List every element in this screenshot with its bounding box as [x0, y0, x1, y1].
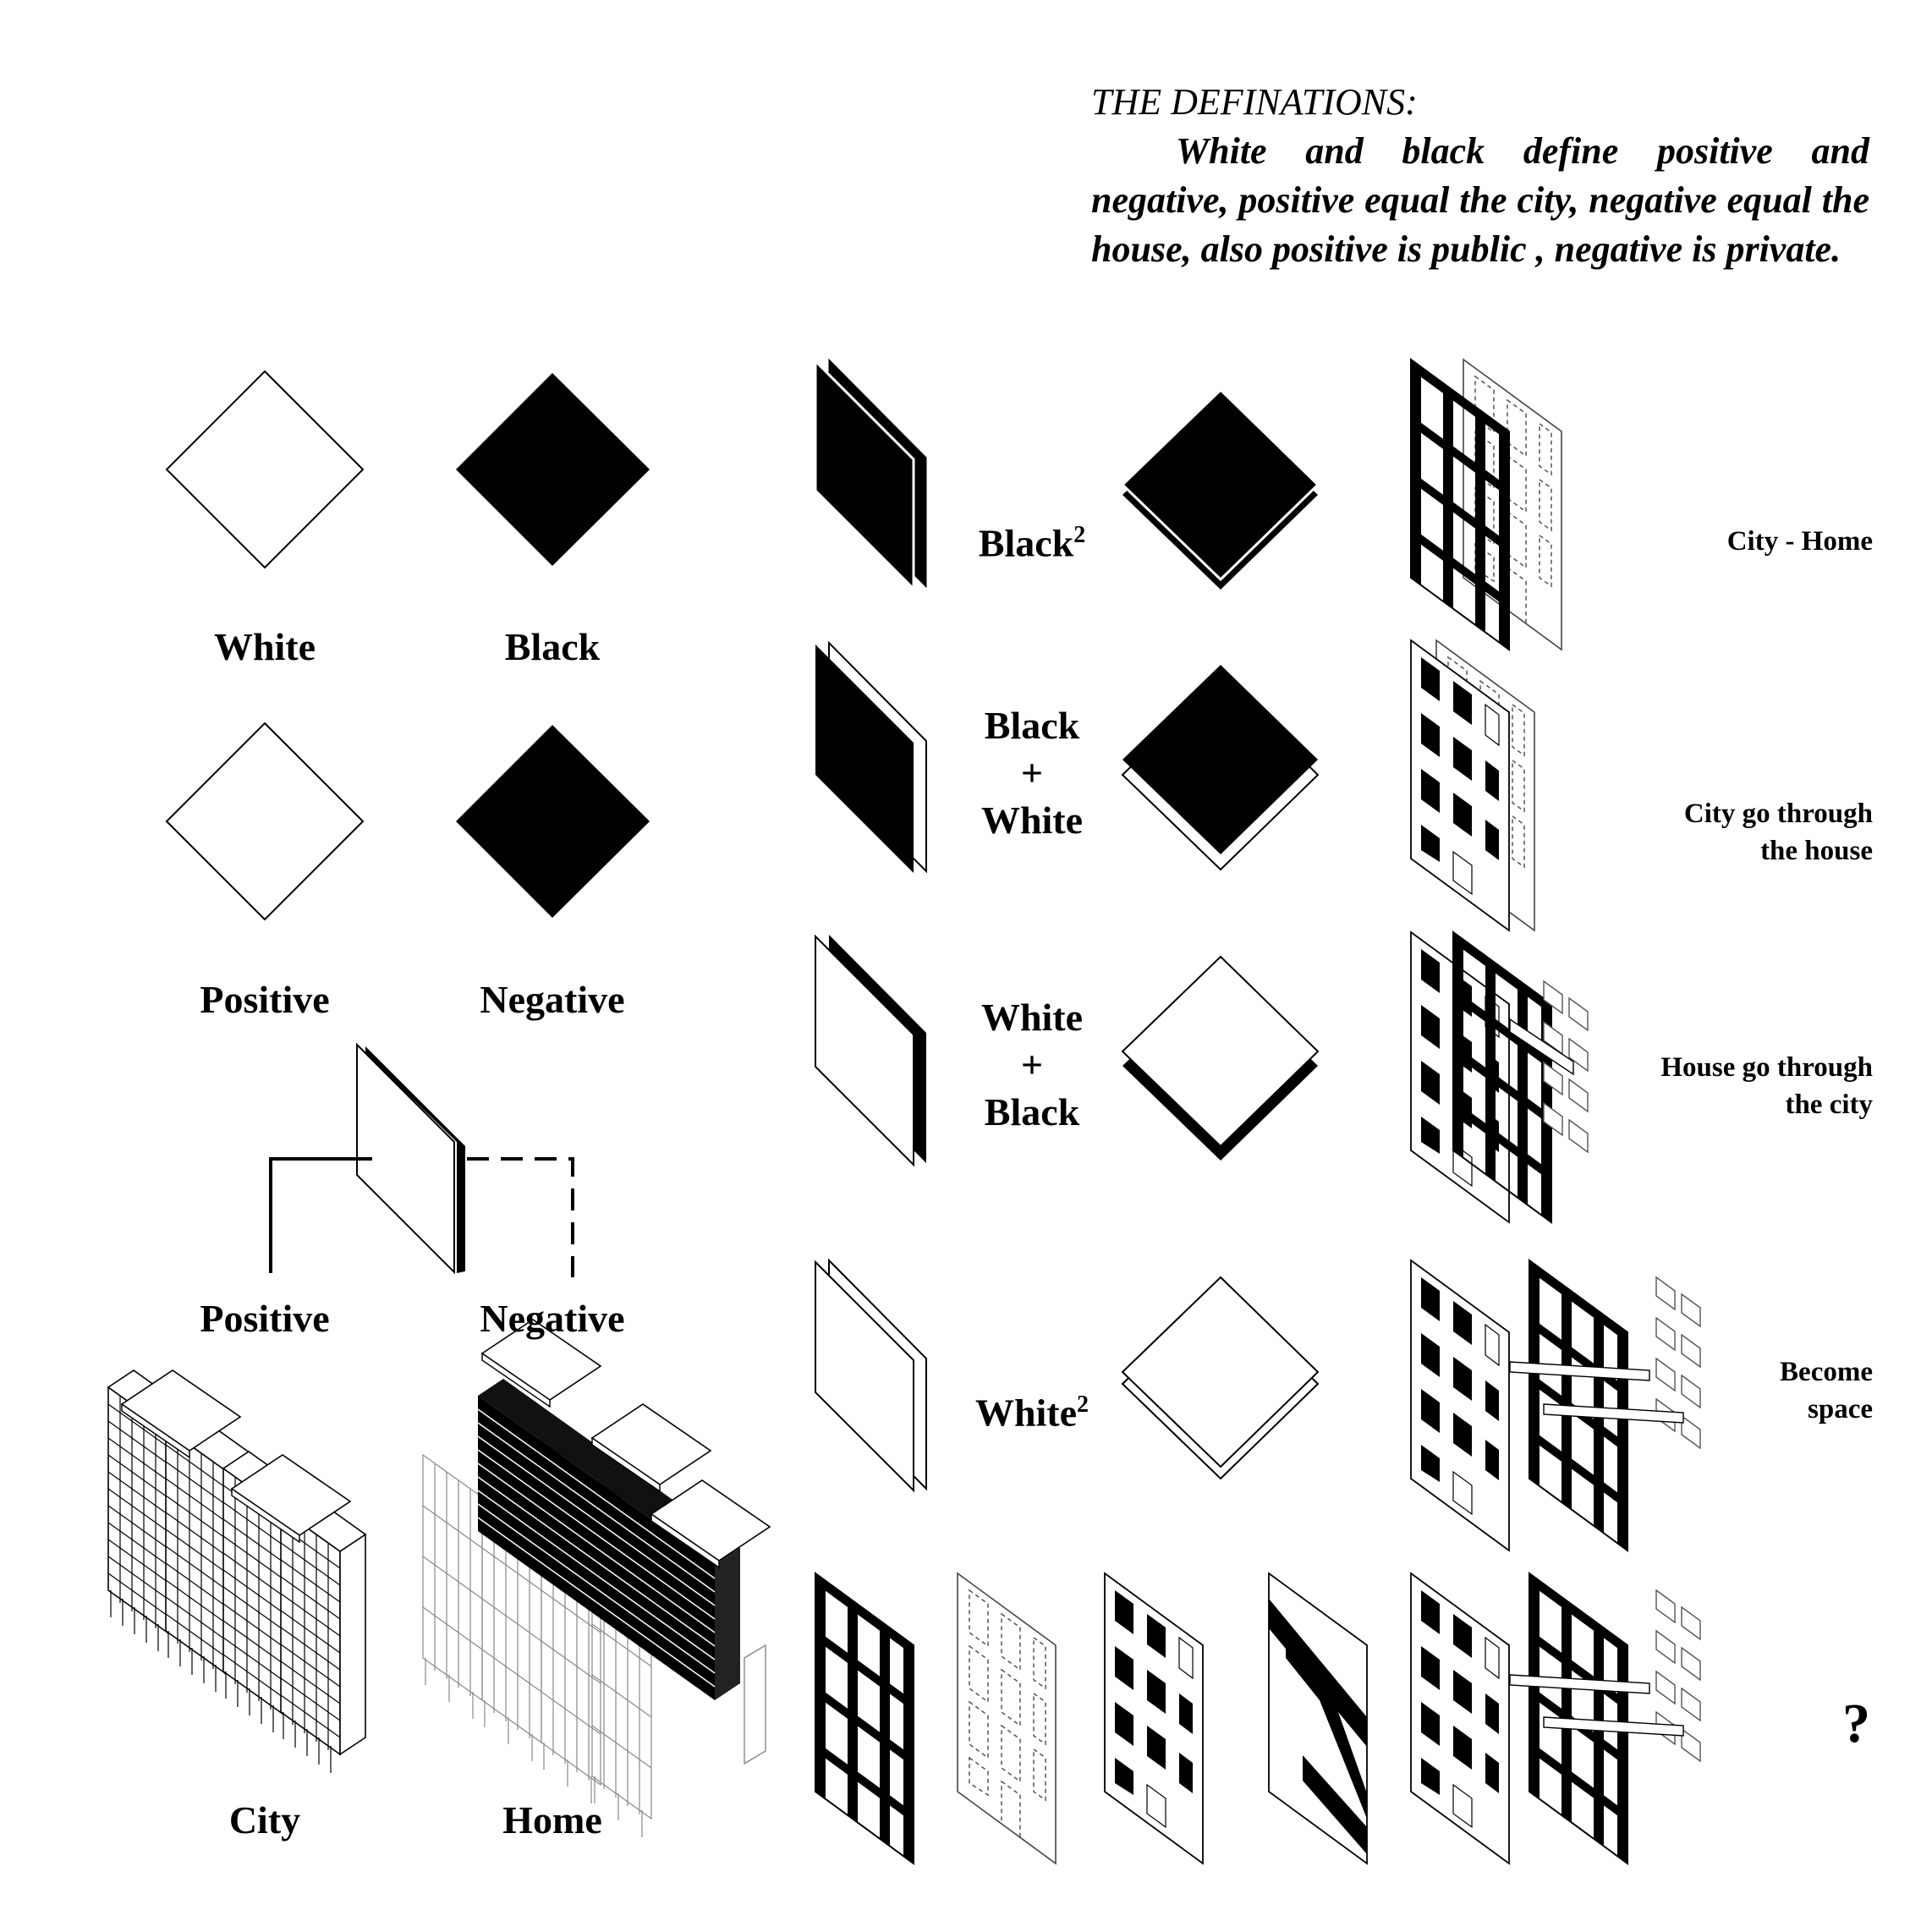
intro-body: White and black define positive and negative, positive equal the city, negative equal the house, also positive is public , negative is private.	[1091, 130, 1869, 270]
label-city: City	[228, 1798, 301, 1841]
bottom-combined-grid	[1411, 1573, 1700, 1863]
row3-line2: the city	[1785, 1089, 1873, 1120]
op-black-squared-exp: 2	[1073, 522, 1086, 548]
op-white-squared-base: White	[974, 1391, 1078, 1435]
op1-line2: White	[980, 799, 1084, 842]
white-diamond	[167, 371, 363, 568]
row2-line1: City go through	[1683, 799, 1873, 829]
row-label-city-home: City - Home	[1726, 526, 1873, 557]
op2-line2: Black	[984, 1090, 1080, 1133]
plane-black-plus-white	[815, 643, 926, 873]
plane-white-squared	[815, 1260, 926, 1490]
row-label-become-space	[1780, 1353, 1873, 1428]
row-label-house-through-city	[1660, 1049, 1873, 1123]
stacked-diamond-black-plus-white	[1122, 665, 1318, 870]
op-white-squared-exp: 2	[1077, 1391, 1089, 1418]
bottom-black-grid	[815, 1573, 914, 1863]
label-negative-2: Negative	[480, 1297, 625, 1340]
label-white: White	[213, 625, 316, 668]
label-positive-2: Positive	[200, 1297, 330, 1340]
bottom-block-grid	[1105, 1573, 1203, 1863]
op-white-plus-black	[964, 994, 1100, 1136]
op2-line1: White	[980, 996, 1084, 1039]
black-diamond	[456, 373, 650, 566]
stacked-diamond-white-plus-black	[1122, 957, 1318, 1161]
op1-plus: +	[1020, 751, 1044, 794]
op-black-plus-white	[964, 702, 1100, 844]
stacked-diamond-black-squared	[1122, 390, 1318, 590]
label-negative: Negative	[480, 978, 625, 1021]
op-black-squared	[964, 512, 1100, 567]
label-home: Home	[502, 1798, 602, 1841]
intro-text	[1091, 78, 1869, 274]
city-model	[108, 1370, 365, 1773]
grid-city-home	[1411, 360, 1562, 650]
plane-black-squared	[815, 360, 926, 589]
row4-line1: Become	[1780, 1357, 1873, 1387]
positive-diamond	[167, 723, 363, 919]
row2-line2: the house	[1760, 836, 1873, 866]
grid-city-through-house	[1411, 640, 1534, 930]
stacked-diamond-white-squared	[1122, 1277, 1318, 1479]
intro-heading: THE DEFINATIONS:	[1091, 81, 1418, 123]
row4-line2: space	[1808, 1394, 1873, 1424]
label-black: Black	[504, 625, 601, 668]
question-mark: ?	[1842, 1693, 1870, 1754]
op2-plus: +	[1020, 1043, 1044, 1086]
op-black-squared-base: Black	[978, 521, 1074, 565]
negative-diamond	[456, 725, 650, 918]
op1-line1: Black	[984, 704, 1080, 747]
grid-house-through-city	[1411, 932, 1588, 1222]
bottom-bar-grid	[1269, 1573, 1367, 1863]
plane-split-diagram	[271, 1045, 573, 1277]
row-label-city-through-house	[1684, 795, 1873, 870]
bottom-dashed-grid	[958, 1573, 1056, 1863]
op-white-squared	[964, 1381, 1100, 1436]
plane-white-plus-black	[815, 935, 926, 1165]
home-model	[423, 1320, 770, 1837]
grid-become-space	[1411, 1260, 1700, 1551]
label-positive: Positive	[200, 978, 330, 1021]
row3-line1: House go through	[1660, 1052, 1873, 1083]
